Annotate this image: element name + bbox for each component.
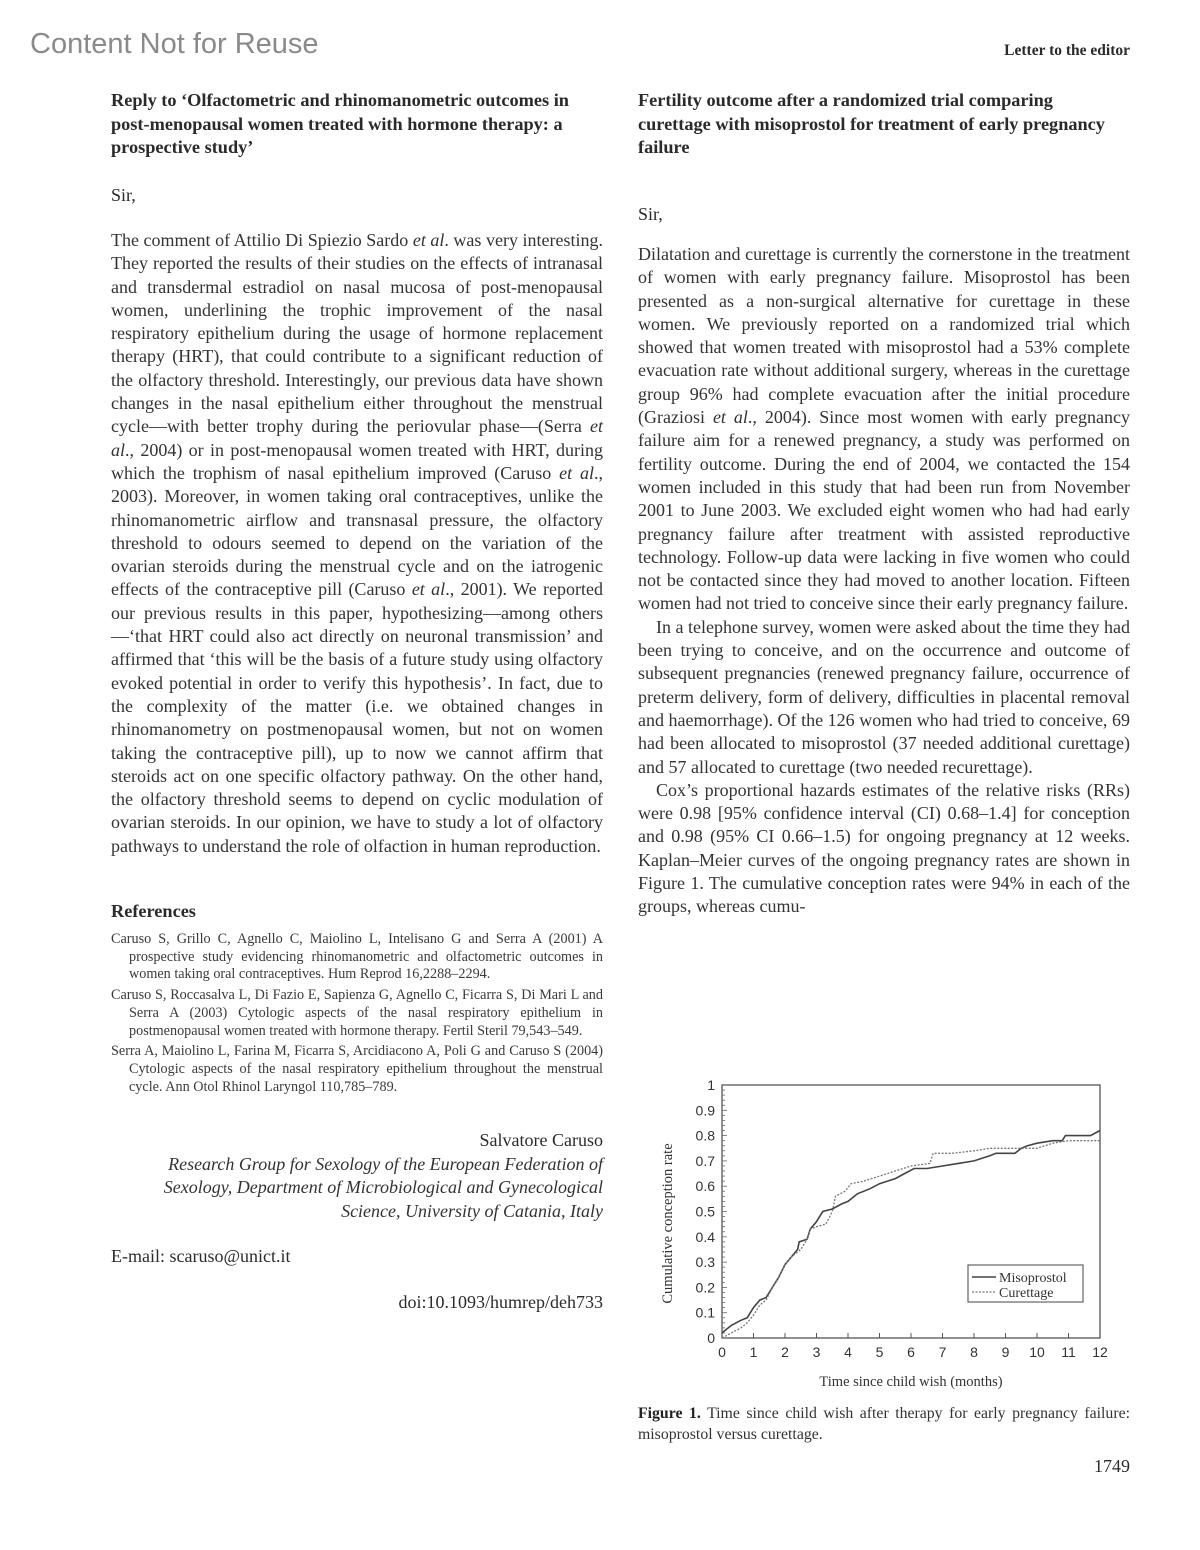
x-tick-label: 1 (749, 1344, 758, 1360)
x-tick-label: 5 (875, 1344, 884, 1360)
y-tick-label: 0.2 (695, 1279, 715, 1296)
figure-caption-text: Time since child wish after therapy for early pregnancy failure: misoprostol versus curettage. (638, 1405, 1130, 1443)
legend-label-misoprostol: Misoprostol (999, 1271, 1067, 1286)
y-axis-label: Cumulative conception rate (660, 1143, 676, 1304)
x-tick-label: 10 (1029, 1344, 1045, 1360)
y-tick-label: 0.4 (695, 1228, 715, 1245)
y-tick-label: 0.8 (695, 1127, 715, 1144)
figure-caption (638, 1404, 1130, 1445)
right-body-paragraph: Cox’s proportional hazards estimates of the relative risks (RRs) were 0.98 [95% confidence interval (CI) 0.68–1.4] for conception and 0.98 (95% CI 0.66–1.5) for ongoing pregnancy at 12 weeks. Kaplan–Meier curves of the ongoing pregnancy rates are shown in Figure 1. The cumulative conception rates were 94% in each of the groups, whereas cumu- (638, 779, 1130, 917)
author-email (111, 1245, 603, 1269)
x-tick-label: 8 (970, 1344, 978, 1360)
kaplan-meier-chart (650, 1070, 1120, 1390)
doi: doi:10.1093/humrep/deh733 (398, 1291, 603, 1312)
x-tick-label: 3 (812, 1344, 821, 1360)
right-salutation: Sir, (638, 203, 663, 224)
watermark: Content Not for Reuse (30, 28, 319, 60)
left-salutation: Sir, (111, 184, 136, 205)
author-name: Salvatore Caruso (479, 1130, 603, 1151)
x-tick-label: 12 (1092, 1344, 1108, 1360)
email-link[interactable]: scaruso@unict.it (169, 1246, 291, 1267)
x-axis-label: Time since child wish (months) (819, 1374, 1003, 1390)
reference-item: Caruso S, Grillo C, Agnello C, Maiolino L, Intelisano G and Serra A (2001) A prospective study evidencing rhinomanometric and olfactometric outcomes in women taking oral contraceptives. Hum Reprod 16,2288–2294. (111, 931, 603, 983)
y-tick-label: 0.6 (695, 1178, 715, 1195)
x-tick-label: 7 (938, 1344, 947, 1360)
reference-item: Caruso S, Roccasalva L, Di Fazio E, Sapienza G, Agnello C, Ficarra S, Di Mari L and Serra A (2003) Cytologic aspects of the nasal respiratory epithelium in postmenopausal women treated with hormone therapy. Fertil Steril 79,543–549. (111, 987, 603, 1039)
email-label: E-mail: (111, 1246, 165, 1267)
page-number: 1749 (1094, 1456, 1130, 1476)
running-head: Letter to the editor (1004, 42, 1130, 59)
legend-label-curettage: Curettage (999, 1286, 1054, 1301)
x-tick-label: 4 (844, 1344, 852, 1360)
left-body-paragraph: The comment of Attilio Di Spiezio Sardo et al. was very interesting. They reported the results of their studies on the effects of intranasal and transdermal estradiol on nasal mucosa of post-menopausal women, underlining the trophic improvement of the nasal respiratory epithelium during the usage of hormone replacement therapy (HRT), that could contribute to a significant reduction of the olfactory threshold. Interestingly, our previous data have shown changes in the nasal epithelium either throughout the menstrual cycle—with better trophy during the periovular phase—(Serra et al., 2004) or in post-menopausal women treated with HRT, during which the trophism of nasal epithelium improved (Caruso et al., 2003). Moreover, in women taking oral contraceptives, unlike the rhinomanometric airflow and transnasal pressure, the olfactory threshold to odours seemed to depend on the variation of the ovarian steroids during the menstrual cycle and on the iatrogenic effects of the contraceptive pill (Caruso et al., 2001). We reported our previous results in this paper, hypothesizing—among others—‘that HRT could also act directly on neuronal transmission’ and affirmed that ‘this will be the basis of a future study using olfactory evoked potential in order to verify this hypothesis’. In fact, due to the complexity of the matter (i.e. we obtained changes in rhinomanometry on postmenopausal women, but not on women taking the contraceptive pill), up to now we cannot affirm that steroids act on one specific olfactory pathway. On the other hand, the olfactory threshold seems to depend on cyclic modulation of ovarian steroids. In our opinion, we have to study a lot of olfactory pathways to understand the role of olfaction in human reproduction. (111, 230, 603, 856)
references-heading: References (111, 901, 196, 922)
x-tick-label: 2 (781, 1344, 789, 1360)
left-article (111, 89, 603, 1314)
y-tick-label: 1 (707, 1077, 715, 1093)
x-tick-label: 9 (1001, 1344, 1010, 1360)
author-affiliation: Research Group for Sexology of the European Federation of Sexology, Department of Microbiological and Gynecological Science, University of Catania, Italy (163, 1153, 603, 1221)
y-tick-label: 0.5 (695, 1203, 715, 1220)
x-tick-label: 6 (907, 1344, 915, 1360)
reference-item: Serra A, Maiolino L, Farina M, Ficarra S, Arcidiacono A, Poli G and Caruso S (2004) Cytologic aspects of the nasal respiratory epithelium throughout the menstrual cycle. Ann Otol Rhinol Laryngol 110,785–789. (111, 1043, 603, 1095)
x-tick-label: 0 (718, 1344, 726, 1360)
y-tick-label: 0.7 (695, 1152, 715, 1169)
left-article-title: Reply to ‘Olfactometric and rhinomanometric outcomes in post-menopausal women treated with hormone therapy: a prospective study’ (111, 90, 569, 157)
x-tick-label: 11 (1061, 1344, 1076, 1360)
right-body-paragraph: Dilatation and curettage is currently the cornerstone in the treatment of women with early pregnancy failure. Misoprostol has been presented as a non-surgical alternative for curettage in these women. We previously reported on a randomized trial which showed that women treated with misoprostol had a 53% complete evacuation rate without additional surgery, whereas in the curettage group 96% had complete evacuation after the initial procedure (Graziosi et al., 2004). Since most women with early pregnancy failure aim for a renewed pregnancy, a study was performed on fertility outcome. During the end of 2004, we contacted the 154 women included in this study that had been run from November 2001 to June 2003. We excluded eight women who had had early pregnancy failure after treatment with assisted reproductive technology. Follow-up data were lacking in five women who could not be contacted since they had moved to another location. Fifteen women had not tried to conceive since their early pregnancy failure. (638, 244, 1130, 614)
right-body-paragraph: In a telephone survey, women were asked about the time they had been trying to conceive, and on the occurrence and outcome of subsequent pregnancies (renewed pregnancy failure, occurrence of preterm delivery, form of delivery, difficulties in placental removal and haemorrhage). Of the 126 women who had tried to conceive, 69 had been allocated to misoprostol (37 needed additional curettage) and 57 allocated to curettage (two needed recurettage). (638, 616, 1130, 777)
y-tick-label: 0 (707, 1330, 715, 1346)
y-tick-label: 0.3 (695, 1254, 715, 1271)
y-tick-label: 0.9 (695, 1102, 715, 1119)
y-tick-label: 0.1 (695, 1304, 715, 1321)
figure-caption-label: Figure 1. (638, 1405, 701, 1422)
right-article-title: Fertility outcome after a randomized trial comparing curettage with misoprostol for treatment of early pregnancy failure (638, 90, 1105, 157)
right-article (638, 89, 1130, 919)
